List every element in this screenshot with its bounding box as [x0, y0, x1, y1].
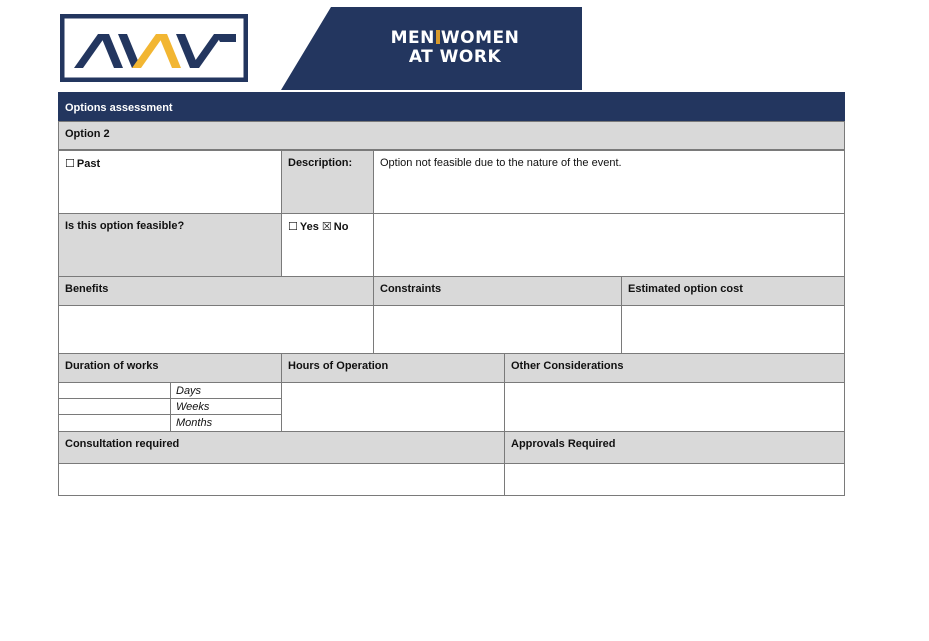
past-cell[interactable]	[58, 150, 282, 214]
no-label: No	[333, 221, 349, 233]
feasible-notes[interactable]	[373, 213, 845, 277]
cost-field[interactable]	[621, 305, 845, 354]
past-label: Past	[76, 158, 101, 170]
yes-checkbox-icon[interactable]: ☐	[288, 220, 298, 233]
hours-field[interactable]	[281, 382, 505, 432]
cost-label: Estimated option cost	[621, 276, 845, 306]
description-value[interactable]: Option not feasible due to the nature of the event.	[373, 150, 845, 214]
consultation-field[interactable]	[58, 463, 505, 496]
months-value[interactable]	[58, 414, 171, 432]
approvals-field[interactable]	[504, 463, 845, 496]
consultation-label: Consultation required	[58, 431, 505, 464]
maw-logo	[60, 14, 248, 82]
duration-label: Duration of works	[58, 353, 282, 383]
days-unit: Days	[170, 382, 282, 399]
feasible-answer	[281, 213, 374, 277]
past-checkbox-icon[interactable]: ☐	[65, 157, 75, 170]
banner-women: WOMEN	[440, 28, 520, 48]
constraints-label: Constraints	[373, 276, 622, 306]
no-checkbox-icon[interactable]: ☒	[321, 220, 332, 233]
description-label: Description:	[281, 150, 374, 214]
other-label: Other Considerations	[504, 353, 845, 383]
weeks-value[interactable]	[58, 398, 171, 415]
constraints-field[interactable]	[373, 305, 622, 354]
benefits-label: Benefits	[58, 276, 374, 306]
approvals-label: Approvals Required	[504, 431, 845, 464]
benefits-field[interactable]	[58, 305, 374, 354]
banner-men: MEN	[390, 28, 435, 48]
feasible-question: Is this option feasible?	[58, 213, 282, 277]
banner-wordmark	[330, 29, 580, 67]
months-unit: Months	[170, 414, 282, 432]
banner-separator	[436, 30, 440, 44]
hours-label: Hours of Operation	[281, 353, 505, 383]
weeks-unit: Weeks	[170, 398, 282, 415]
options-assessment-form	[58, 92, 845, 496]
banner-at-work: AT WORK	[408, 47, 502, 67]
other-field[interactable]	[504, 382, 845, 432]
form-title: Options assessment	[58, 92, 845, 121]
yes-label: Yes	[299, 221, 319, 233]
option-label: Option 2	[58, 121, 845, 150]
days-value[interactable]	[58, 382, 171, 399]
